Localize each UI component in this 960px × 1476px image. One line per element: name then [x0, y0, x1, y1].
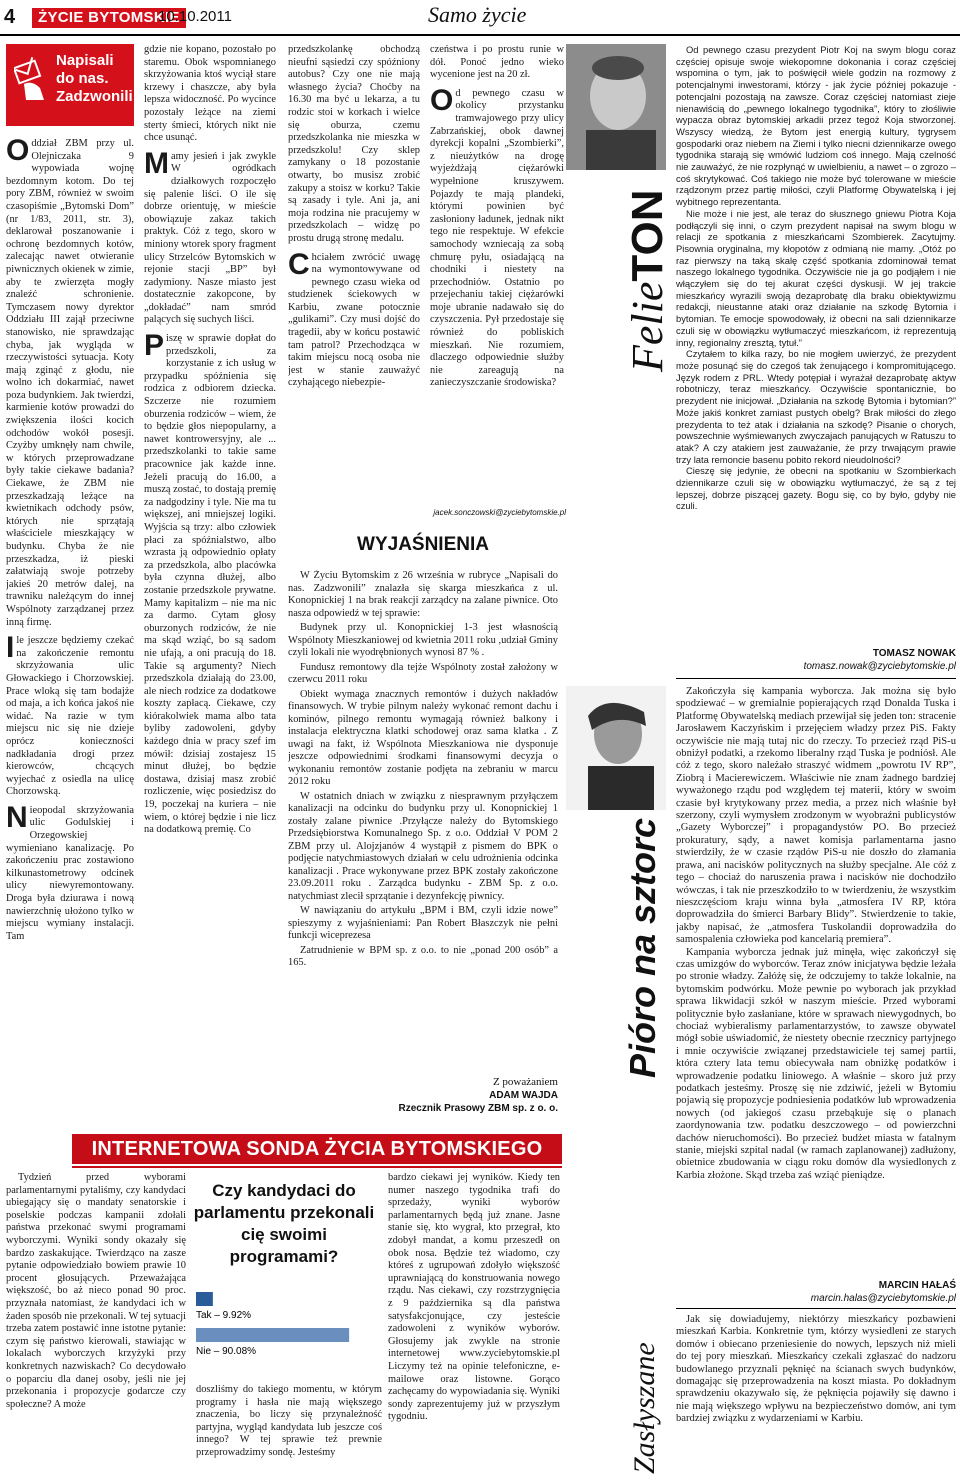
column-1	[6, 138, 134, 1128]
felieton-paragraph: Czytałem to kilka razy, bo nie mogłem uwierzyć, że prezydent może posunąć się do czegoś tak żenującego i kompromitującego. Język rodem z PRL. Wtedy potępiał i wyrażał dezaprobatę aktyw robotniczy, teraz mieszkańcy. Oczywiście spontanicznie, bo prezydent nie inicjował. „Działania na szkodę Bytomia i bytomian?” Może jakiś konkret zamiast pustych obelg? Brak miłości do złego prezydenta to też atak i działania na szkodę? Pisanie o chorych, powszechnie wyśmiewanych zwyczajach panujących w Ratuszu to atak? A czy atakiem jest zauważanie, że przy trwającym prawie trzy lata remoncie basenu pobito rekord nieudolności?	[676, 348, 956, 465]
sonda-intro-text: Tydzień przed wyborami parlamentarnymi pytaliśmy, czy kandydaci ubiegający się o mandaty senatorskie i poselskie podczas kampanii zdołali państwa przekonać swymi programami wyborczymi. Wyniki sondy okazały się bardzo zaskakujące. Twierdząco na zasze pytanie odpowiedziało bowiem prawie 10 procent głosujących. Przeważająca większość, bo aż nieco ponad 90 proc. przyznała natomiast, że kandydaci ich w żaden sposób nie przekonali. W tej sytuacji trzeba zatem postawić inne istotne pytanie: czym się państwo kierowali, stawiając w lokalach wyborczych krzyżyki przy konkretnych nazwiskach? Co decydowało o poparciu dla danej osoby, jeśli nie jej przekonania i propozycje godarcze czy społeczne? A może	[6, 1172, 186, 1410]
divider	[676, 678, 956, 679]
dropcap: N	[6, 800, 28, 834]
wyjasnienia-paragraph: Zatrudnienie w BPM sp. z o.o. to nie „ponad 200 osób” a 165.	[288, 944, 558, 968]
header-rule	[0, 34, 960, 36]
dropcap: O	[430, 83, 454, 117]
wyjasnienia-signatory: ADAM WAJDA	[489, 1090, 558, 1101]
author-photo-felieton	[566, 44, 666, 170]
column-2	[144, 44, 276, 1124]
napisali-line3: Zadzwonili	[56, 88, 133, 105]
letter-cats: ddział ZBM przy ul. Olejniczaka 9 wypowiada wojnę bezdomnym kotom. Do tej pory ZBM, również w swoim czasopiśmie „Bytomski Dom” (nr 1/83, 2011, str. 3), deklarował poszanowanie i ochronę bezdomnych kotów, zalecając nawet otwieranie piwnicznych okienek w zimie, aby te zwierzęta mogły znaleźć schronienie. Tymczasem nowy dyrektor Oddziału III zajął przeciwne stanowisko, nie sprawdzając chyba, jak wygląda w rzeczywistości sytuacja. Koty mają zginąć z głodu, nie wolno ich dokarmiać, nawet poza budynkiem. Jak twierdzi, karmienie kotów prowadzi do zwiększenia ilości kocich odchodów wokół posesji. Czyżby umknęły nam chwile, w których przeprowadzane były takie ciekawe badania? Ciekawe, że ZBM nie przeszkadzają leżące na kwietnikach odchody psów, których nie sprzątają właściciele mieszkający w budynku. Chyba że nie przeszkadza, iż pieski załatwiają swoje potrzeby jakieś 20 metrów dalej, na trawniku należącym do innej Wspólnoty zarządzanej przez inną firmę.	[6, 138, 134, 628]
wyjasnienia-paragraph: W nawiązaniu do artykułu „BPM i BM, czyli idzie nowe” spieszymy z wyjaśnieniami: Pan Robert Błaszczyk nie pełni funkcji wiceprezesa	[288, 905, 558, 941]
felieton-email[interactable]: tomasz.nowak@zyciebytomskie.pl	[803, 661, 956, 672]
letter-drains: hciałem zwrócić uwagę na wymontowywane od pewnego czasu wieka od studzienek ściekowych w Karbiu, zwane potocznie „gulikami”. Czy musi dojść do tragedii, aby w końcu postawić tam patrol? Przechodząca w takim miejscu nocą osoba nie jest w stanie zauważyć czyhającego niebezpie-	[288, 251, 420, 389]
felieton-title-part2: TON	[623, 189, 672, 282]
zastyszane-paragraph: Jak się dowiadujemy, niektórzy mieszkańcy pozbawieni mieszkań Karbia. Konkretnie tym, którzy wysiedleni ze starych domów i obiecano przeniesienie do nowych, lepszych niż mieli do tej pory mieszkań. Mieszkańcy czekali zgłaszać do nadzoru budowlanego przyznali pęknięć na ścianach swych budynków, domagając się przeprowadzenia na koszt miasta. Po dokładnym sprawdzeniu okazywało się, że pęknięcia pojawiły się dawno i nie mają większego wpływu na bezpieczeństwo domów, ani tym bardziej związku z wydarzeniami w Karbiu.	[676, 1314, 956, 1425]
poll-chart	[196, 1292, 376, 1362]
sonda-rule	[72, 1166, 562, 1168]
letter-continuation: czeństwa i po prostu runie w dół. Ponoć jedno wieko wycenione jest na 20 zł.	[430, 44, 564, 81]
napisali-line2: do nas.	[56, 70, 109, 87]
wyjasnienia-paragraph: Fundusz remontowy dla tejże Wspólnoty został założony w czerwcu 2011 roku	[288, 661, 558, 685]
letter-continuation: przedszkolankę obchodzą nieufni sąsiedzi czy spóźniony autobus? Czy one nie mają własnego życia? Choćby na 16.30 ma być u lekarza, a tu rodzic stoi w korkach i wielce się oburza, czemu przedszkolanka nie mieszka w przedszkolu! Czy sklep zamykany o 18 pozostanie otwarty, bo musisz zrobić zakupy a stoisz w korku? Takie są zasady i tyle. Ani ja, ani moja rodzina nie pracujemy w przedszkolach – widzę po prostu drugą stronę medalu.	[288, 44, 420, 244]
wyjasnienia-title: WYJAŚNIENIA	[357, 534, 489, 555]
poll-label: Tak – 9.92%	[196, 1310, 252, 1321]
sonda-intro	[6, 1172, 186, 1472]
section-title: Samo życie	[428, 2, 527, 27]
letter-continuation: gdzie nie kopano, pozostało po staremu. Obok wspomnianego skrzyżowania ktoś wyciął stare krzewy i chaszcze, aby była lepsza widoczność. Po wycince pozostały leżące na ziemi sterty śmieci, których nikt nie chce usunąć.	[144, 44, 276, 144]
sonda-right	[388, 1172, 560, 1472]
page-number: 4	[4, 6, 16, 28]
author-photo-pioro	[566, 686, 666, 810]
pioro-paragraph: Kampania wyborcza jednak już minęła, więc zakończył się czas umizgów do wyborców. Teraz znów inicjatywa będzie leżała po stronie władzy. Załóżę się, że odczujemy to także lokalnie, na bytomskim podwórku. Może pewnie po wyborach jak przykład sprawa likwidacji szkół w naszym mieście. Przed wyborami politycznie było zasłaniane, które w sprawach niewygodnych, bo chociaż wybieralismy parlamentarzystów, to zawsze obywatel mógł sobie uświadomić, że niestety obecnie rzecznicy partyjnego i mnie oczywiście związanej przedstawiciele tej samej partii, która cztery lata temu obiecywała nam obniżkę podatków i wprowadzenie podatku liniowego. A właśnie – skoro już przy podatkach jesteśmy. Proszę się nie zdziwić, jeżeli w Bytomiu pojawią się propozycje podniesienia podatków lub wprowadzenia nowych (od jakiegoś czasu przebąkuje się o planach zaordynowania tzw. podatku deszczowego – od powierzchni dachów nieruchomości). Bo przecież budżet miasta w fatalnym stanie, miejski szpital nadal (w ramach zaplanowanej) zadłużony, obietnice zbudowania w ciągu roku domów dla wysiedlonych z Karbia złożone. Skąd trzeba zaś wziąć pieniądze.	[676, 946, 956, 1181]
wyjasnienia-paragraph: Budynek przy ul. Konopnickiej 1-3 jest własnością Wspólnoty Mieszkaniowej od kwietnia 2011 roku ,udział Gminy czyli lokali nie wyodrębnionych wynosi 87 % .	[288, 622, 558, 658]
issue-date: 10.10.2011	[158, 8, 232, 25]
napisali-line1: Napisali	[56, 52, 114, 69]
felieton-author: TOMASZ NOWAK	[872, 648, 956, 659]
letter-leaves: amy jesień i jak zwykle W ogródkach działkowych rozpoczęło się palenie liści. O ile się dobrze orientuję, w mieście obowiązuje zakaz takich praktyk. Cóż z tego, skoro w miniony wtorek spory fragment ulicy Strzelców Bytomskich w rejonie stacji „BP” był zadymiony. Nasze miasto jest dostatecznie zakopcone, by „dokładać” nam smród palących się suchych liści.	[144, 150, 276, 326]
poll-bar	[196, 1292, 213, 1306]
dropcap: C	[288, 247, 310, 281]
pioro-body	[676, 686, 956, 1276]
felieton-title-part1: Felie	[623, 281, 672, 372]
mailbox-icon	[14, 54, 50, 102]
author-email[interactable]: jacek.sonczowski@zyciebytomskie.pl	[433, 508, 566, 517]
wyjasnienia-paragraph: W ostatnich dniach w związku z niesprawnym przyłączem kanalizacji na odcinku do budynku przy ul. Konopnickiej 1 zostały zalane piwnice .Przyłącze należy do Bytomskiego Przedsiębiorstwa Komunalnego Sp. z o.o. Oddział V POM 2 ZBM przy ul. Alojzjanów 4 wystąpił z pismem do BPK o podjęcie natychmiastowych działań w celu udrożnienia odcinka kanalizacji . Prace wykonywane przez BPK zostały zakończone 23.09.2011 roku . Zarządca budynku - ZBM Sp. z o.o. natychmiast zlecił sprzątanie i dezynfekcję piwnicy.	[288, 790, 558, 902]
sonda-middle	[196, 1384, 382, 1474]
felieton-vertical-title	[622, 190, 673, 372]
wyjasnienia-role: Rzecznik Prasowy ZBM sp. z o. o.	[398, 1103, 558, 1114]
sonda-question: Czy kandydaci do parlamentu przekonali cię swoimi programami?	[193, 1181, 375, 1266]
pioro-author: MARCIN HAŁAŚ	[878, 1280, 956, 1291]
wyjasnienia-body	[288, 570, 558, 1010]
felieton-paragraph: Nie może i nie jest, ale teraz do słusznego gniewu Piotra Koja podłączyli się inni, o czym prezydent napisał na swym blogu w relacji ze spotkania z mieszkańcami Szombierek. Zacytujmy. Pisownia oryginalna, my kłopotów z odmianą nie mamy. „Otóż po raz pierwszy na taką skalę część spotkania zdominował temat naszego lokalnego tygodnika. Oczywiście nie ja go podjąłem i nie włączyłem się do tej akurat części dyskusji. W jej trakcie mieszkańcy wyrazili swoją dezaprobatę dla braku obiektywizmu redakcji, nieustanne ataki oraz działanie na szkodę Bytomia i bytomian. Te emocje spowodowały, iż obecni na sali dziennikarze czuli się w obowiązku wytłumaczyć mieszkańcom, iż reprezentują inny, regionalny zresztą, tytuł.”	[676, 207, 956, 348]
sonda-right-text: bardzo ciekawi jej wyników. Kiedy ten numer naszego tygodnika trafi do sprzedaży, wyniki wyborów parlamentarnych będą już znane. Jasne stanie się, kto wygrał, kto przegrał, kto zdobył mandat, a komu przeszedł on obok nosa. Będzie też wiadomo, czy któreś z ugrupowań zdołyło większość uprawniającą do konstruowania nowego rządu. Nas ciekawi, czy rozstrzygnięcia z 9 października są dla państwa satysfakcjonujące, czy jesteście zadowoleni z wyników wyborów. Głosujemy jak zwykle na stronie internetowej www.zyciebytomskie.pl Liczymy też na opinie telefoniczne, e-mailowe oraz listowne. Gorąco zachęcamy do wypowiadania się. Wyniki sondy zaprezentujemy już w przyszłym tygodniu.	[388, 1172, 560, 1423]
dropcap: P	[144, 329, 165, 363]
letter-sewage: ieopodal skrzyżowania ulic Godulskiej i Orzegowskiej wymieniano kanalizację. Po zakończeniu prac zostawiono kilkunastometrowy odcinek ulicy niewyremontowany. Droga była dziurawa i nową nawierzchnię ułożono tylko w miejscu wymiany instalacji. Tam	[6, 804, 134, 942]
wyjasnienia-paragraph: W Życiu Bytomskim z 26 września w rubryce „Napisali do nas. Zadzwonili” znalazła się skarga mieszkańca z ul. Konopnickiej 1 na brak reakcji zarządcy na zalane piwnice. Oto nasza odpowiedź w tej sprawie:	[288, 570, 558, 619]
felieton-body	[676, 44, 956, 644]
letter-crossroad: le jeszcze będziemy czekać na zakończenie remontu skrzyżowania ulic Głowackiego i Chorzowskiej. Prace wloką się tam bodajże od maja, a ich końca jakoś nie widać. Na razie w tym miejscu nic się nie dzieje oprócz konieczności nadkładania drogi przez kierowców, chcących wyjechać z osiedla na ulicę Chorzowską.	[6, 635, 134, 798]
divider	[676, 1308, 956, 1309]
zastyszane-body	[676, 1314, 956, 1474]
dropcap: O	[6, 138, 30, 167]
napisali-box	[6, 44, 134, 126]
dropcap: I	[6, 631, 15, 665]
wyjasnienia-paragraph: Obiekt wymaga znacznych remontów i dużych nakładów finansowych. W trybie pilnym należy wykonać remont dachu i kominów, pilnego remontu wymagają również balkony i instalacja elektryczna klatki schodowej oraz sama klatka . Z uwagi na fakt, iż Wspólnota Mieszkaniowa nie dysponuje jeszcze odpowiednimi środkami finansowymi decyzja o wykonaniu remontów zostanie podjęta na zebraniu w marcu 2012 roku	[288, 688, 558, 787]
pioro-paragraph: Zakończyła się kampania wyborcza. Jak można się było spodziewać – w gremialnie popierających rząd Donalda Tuska i Platformę Obywatelską mediach przewijał się jeden ton: stracenie Jarosławem Kaczyńskim i przejęciem władzy przez PiS. Fakty oczywiście nie mają tutaj nic do rzeczy. To przecież rząd PiS-u obniżył podatki, a rzekomo liberalny rząd Tuska je podniósł. Ale cóż z tego, skoro należało straszyć widmem „powrotu IV RP”, Ziobrą i Macierewiczem. Właściwie nie znam żadnego bardziej wyważonego rządu pod względem tej materii, który w swoim czasie był krytykowany przez media, a przez nich właśnie był szerzony, czyli wymysłem zrodzonym w wyobraźni publicystów „Gazety Wyborczej” i propagandystów PO. Bo przecież prokuratury, sądy, a nawet komisja parlamentarna jasno stwierdziły, że w czasie rządów PiS-u nie doszło do złamania prawa, ani nacisków politycznych na służby specjalne. Ale cóż z tego – chociaż do naruszenia prawa i nacisków nie dochodziło wówczas, i tak nie przeszkodziło to w twierdzeniu, że wszystkim nieszczęściom kraju winna była „atmosfera IV RP, która doprowadziła do śmierci Barbary Blidy”. Stwierdzenie to takie, jakby napisać, że „atmosfera Tuskolandii doprowadziła do samospalenia człowieka pod kancelarią premiera”.	[676, 686, 956, 946]
sonda-middle-text: doszliśmy do takiego momentu, w którym programy i hasła nie mają większego znaczenia, bo liczy się przynależność partyjna, wygląd kandydata lub jeszcze coś innego? W tej sprawie też prewnie przeprowadzimy sondę. Jesteśmy	[196, 1384, 382, 1458]
newspaper-logo: ŻYCIE BYTOMSKIE	[32, 8, 186, 28]
column-3	[288, 44, 420, 524]
wyjasnienia-closing: Z poważaniem	[492, 1076, 558, 1088]
poll-bar	[196, 1328, 349, 1342]
pioro-email[interactable]: marcin.halas@zyciebytomskie.pl	[810, 1293, 956, 1304]
column-4	[430, 44, 564, 506]
letter-trucks: d pewnego czasu w okolicy przystanku tramwajowego przy ulicy Zabrzańskiej, obok dawnej dyrekcji kopalni „Szombierki”, z nieużytków na drogę wyjeżdżają ciężarówki wypełnione kruszywem. Pojazdy te mają plandeki, którymi powinien być zasłoniony ładunek, jednak nikt tego nie respektuje. W efekcie samochody wzniecają za sobą chmurę pyłu, osiadającą na chodniki i niestety na przechodniów. Ostatnio po przejechaniu takiej ciężarówki moje ubranie nadawało się do czyszczenia. Pył przedostaje się również do pobliskich mieszkań. Nie rozumiem, dlaczego odpowiednie służby nie zareagują na zanieczyszczanie środowiska?	[430, 87, 564, 389]
felieton-paragraph: Od pewnego czasu prezydent Piotr Koj na swym blogu coraz częściej opisuje swoje wiekopomne dokonania i coraz częściej wspomina o tym, jak to poświęcił wiele godzin na rozmowy z potencjalnymi inwestorami, którzy - jak życie później pokazuje - potencjalni pozostają na zawsze. Coraz częściej natomiast zieje nienawiścią do „pewnego lokalnego tygodnika”, który to złośliwie wypacza obraz bytomskiej arkadii przez tegoż Koja stworzonej. Wszyscy wiedzą, że Bytom jest energią kultury, tygrysem gospodarki oraz niebem na Ziemi i tylko niecni dziennikarze owego tygodnika starają się wmówić ludziom coś innego. Mają czelność nie zauważyć, że nie rozpłynąć w uwielbieniu, a nawet – o zgrozo – coś skrytykować. Coś takiego nie może być tolerowane w mieście rządzonym przez partię miłości, czyli Platformę Obywatelską i jej wybitnego reprezentanta.	[676, 44, 956, 208]
sonda-title: INTERNETOWA SONDA ŻYCIA BYTOMSKIEGO	[72, 1134, 562, 1164]
pioro-vertical-title: Pióro na sztorc	[622, 817, 663, 1078]
zastyszane-vertical-title: Zasłyszane	[628, 1342, 661, 1474]
poll-label: Nie – 90.08%	[196, 1346, 257, 1357]
letter-kindergarten: iszę w sprawie dopłat do przedszkoli, za korzystanie z ich usług w przypadku spóźnienia się rodzica z odbiorem dziecka. Szczerze nie rozumiem oburzenia rodziców – wiem, że to będzie głos niepopularny, a nawet kontrowersyjny, ale ... przedszkolanki to takie same pracownice jak każde inne. Jeżeli pracują do 16.00, a muszą zostać, to dostają premię za nadgodziny i tyle. Nie ma tu większej, ani mniejszej logiki. Wyjścia są trzy: albo człowiek płaci za spóźnialstwo, albo wzrasta ją odpowiednio opłaty za przedszkola, albo placówka była czynna dłużej, albo zostanie przedszkole prywatne. Mamy kapitalizm – nie ma nic za darmo. Cytam głosy oburzonych rodziców, że nie ma skąd wziąć, bo są sadom nie ufają, a oni pracują do 18. Takie są argumenty? Niech przedszkola działają do 23.00, ale niech rodzice za dodatkowe koszty zapłacą. Ciekawe, czy kiórakolwiek mama albo tata byliby zadowoleni, gdyby każdego dnia w pracy szef im mówił: dzisiaj zostajesz 15 minut dłużej, bo będzie dostawa, dzisiaj masz zrobić rozliczenie, więc posiedzisz do 19, poczekaj na kuriera – nie wiem, o której będzie i nie licz na dodatkową premię. Co	[144, 333, 276, 836]
felieton-paragraph: Cieszę się jedynie, że obecni na spotkaniu w Szombierkach dziennikarze czuli się w obowiązku wytłumaczyć, że są z tej lepszej, dobrze piszącej gazety. Bogu się, co by było, gdyby nie czuli.	[676, 465, 956, 512]
dropcap: M	[144, 146, 169, 180]
